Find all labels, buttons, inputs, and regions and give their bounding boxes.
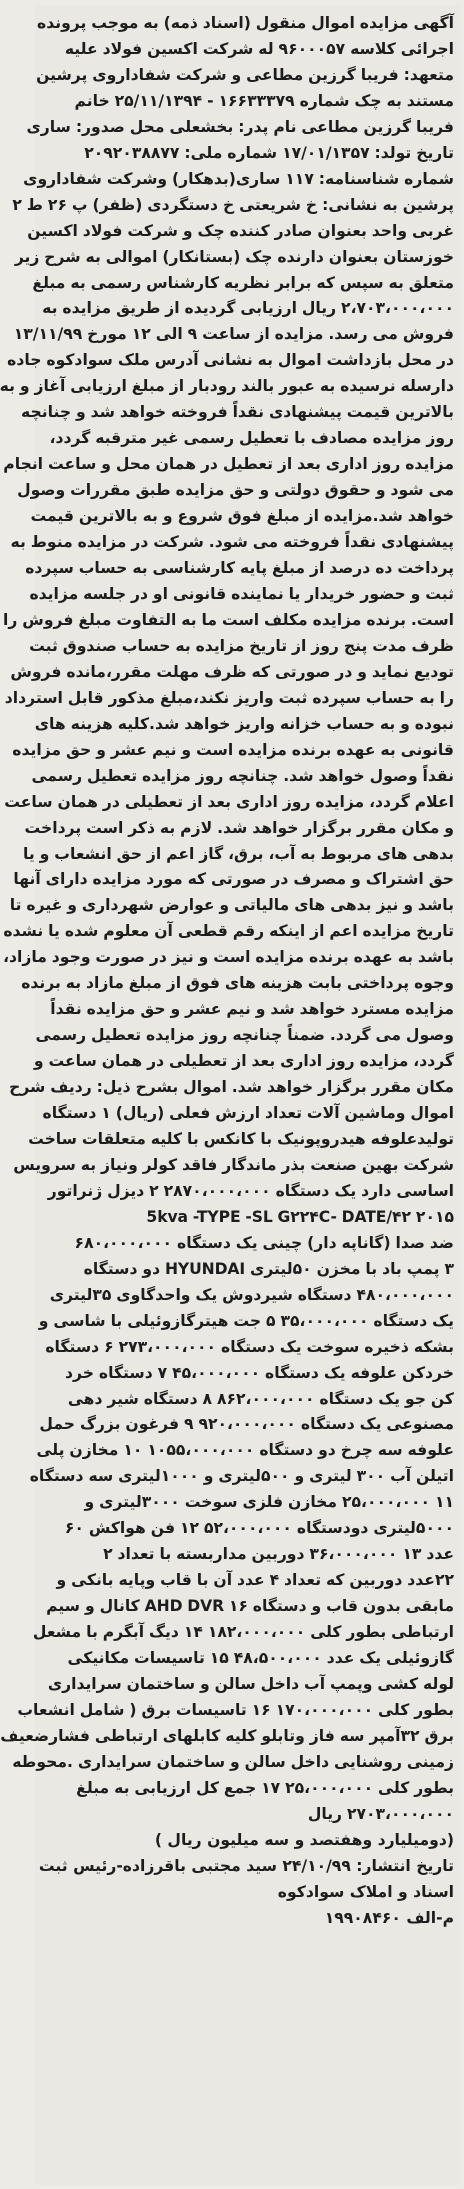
registry-office: اسناد و املاک سوادکوه	[277, 1882, 454, 1901]
notice-line: مستند به چک شماره ۱۶۶۳۳۳۷۹ - ۲۵/۱۱/۱۳۹۴ خانم	[74, 91, 454, 110]
notice-line: مابقی بدون قاب و دستگاه AHD DVR ۱۶ کانال و سیم	[46, 1597, 454, 1616]
notice-line: علوفه سه چرخ دو دستگاه ۱۰۵۵،۰۰۰،۰۰۰ ۱۰ مخازن پلی	[36, 1441, 454, 1460]
notice-line: لوله کشی وپمپ آب داخل سالن و ساختمان سرایداری	[47, 1675, 454, 1693]
notice-line: ۲،۷۰۳،۰۰۰،۰۰۰ ریال ارزیابی گردیده از طریق مزایده به	[42, 299, 454, 318]
notice-line: خردکن علوفه یک دستگاه ۴۵،۰۰۰،۰۰۰ ۷ دستگاه خرد	[65, 1363, 454, 1382]
notice-line: باشد و نیز بدهی های مالیاتی و عوارض شهرداری و غیره تا	[9, 896, 454, 915]
notice-line: وصول می گردد. ضمناً چنانچه روز مزایده تعطیل رسمی	[35, 1026, 454, 1045]
notice-line: ظرف مدت پنج روز از تاریخ مزایده به حساب صندوق ثبت	[29, 636, 454, 655]
notice-line: آگهی مزایده اموال منقول (اسناد ذمه) به موجب پرونده	[37, 14, 454, 32]
notice-line: نبوده و به حساب خزانه واریز خواهد شد.کلیه هزینه های	[34, 714, 454, 733]
notice-line: اساسی دارد یک دستگاه ۲۸۷۰،۰۰۰،۰۰۰ ۲ دیزل ژنراتور	[47, 1181, 454, 1200]
notice-line: مزایده مسترد خواهد شد و نیم عشر و حق مزایده نقداً	[50, 1000, 454, 1019]
notice-line: پرشین به نشانی: خ شریعتی خ دستگردی (ظفر) پ ۲۶ ط ۲	[12, 195, 454, 214]
notice-line: بطور کلی ۱۷۰،۰۰۰،۰۰۰ ۱۶ تاسیسات برق ( شامل انشعاب	[17, 1700, 454, 1719]
notice-line: مکان مقرر برگزار خواهد شد. اموال بشرح ذیل: ردیف شرح	[9, 1078, 454, 1097]
auction-notice-footer	[38, 1828, 454, 1932]
notice-line: شماره شناسنامه: ۱۱۷ ساری(بدهکار) وشرکت شفاداروی	[23, 169, 454, 188]
notice-line: ۱۱ ۲۵،۰۰۰،۰۰۰ مخازن فلزی سوخت ۳۰۰۰لیتری و	[84, 1493, 454, 1512]
notice-line: گازوئیلی یک عدد ۴۸،۵۰۰،۰۰۰ ۱۵ تاسیسات مکانیکی	[67, 1649, 454, 1668]
notice-line: حق اشتراک و مصرف در صورتی که مورد مزایده دارای آنها	[13, 870, 454, 889]
notice-line: بطور کلی ۲۵،۰۰۰،۰۰۰ ۱۷ جمع کل ارزیابی به مبلغ	[76, 1778, 454, 1797]
notice-line: پرداخت ده درصد از مبلغ پایه کارشناسی به حساب سپرده	[25, 559, 454, 578]
notice-line: بشکه ذخیره سوخت یک دستگاه ۲۷۳،۰۰۰،۰۰۰ ۶ دستگاه	[45, 1337, 454, 1356]
notice-line: فریبا گرزین مطاعی نام پدر: بخشعلی محل صدور: ساری	[26, 117, 454, 136]
notice-line: ۲۰۱۵ 5kva -TYPE -SL G۲۲۴C- DATE/۴۲	[146, 1207, 454, 1226]
notice-line: پیشنهادی نقداً فروخته می شود. شرکت در مزایده منوط به	[10, 533, 454, 552]
notice-line: دارسله نرسیده به عبور بالند رودبار از مبلغ ارزیابی آغاز و به	[0, 377, 454, 396]
notice-line: شرکت بهین صنعت بذر ماندگار فاقد کولر ونیاز به سرویس	[13, 1155, 454, 1174]
notice-line: کن جو یک دستگاه ۸۶۲،۰۰۰،۰۰۰ ۸ دستگاه شیر دهی	[67, 1389, 454, 1408]
notice-line: زمینی روشنایی داخل سالن و ساختمان سرایداری .محوطه	[12, 1752, 454, 1771]
notice-line: خواهد شد.مزایده از مبلغ فوق شروع و به بالاترین قیمت	[30, 507, 454, 526]
publication-date-and-signatory: تاریخ انتشار: ۲۴/۱۰/۹۹ سید مجتبی باقرزاده-رئیس ثبت	[38, 1856, 454, 1875]
notice-line: ۵۰۰۰لیتری دودستگاه ۵۲،۰۰۰،۰۰۰ ۱۲ فن هواکش ۶۰	[64, 1519, 454, 1538]
notice-line: می شود و حقوق دولتی و حق مزایده طبق مقررات وصول	[17, 481, 454, 500]
notice-line: روز مزایده مصادف با تعطیل رسمی غیر مترقبه گردد،	[49, 429, 454, 448]
notice-line: را به حساب سپرده ثبت واریز نکند،مبلغ مذکور قابل استرداد	[4, 688, 454, 707]
notice-line: در محل بازداشت اموال به نشانی آدرس ملک سوادکوه جاده	[7, 351, 454, 370]
notice-line: ۲۷۰۳،۰۰۰،۰۰۰ ریال	[307, 1804, 454, 1823]
notice-line: متعهد: فریبا گرزین مطاعی و شرکت شفاداروی پرشین	[36, 65, 454, 84]
notice-line: مزایده روز اداری بعد از تعطیل در همان محل و ساعت انجام	[3, 455, 454, 474]
notice-line: یک دستگاه ۳۵،۰۰۰،۰۰۰ ۵ جت هیترگازوئیلی با شاسی و	[38, 1311, 454, 1330]
notice-line: اعلام گردد، مزایده روز اداری بعد از تعطیلی در همان ساعت	[4, 792, 454, 811]
notice-line: اتیلن آب ۳۰۰ لیتری و ۵۰۰لیتری و ۱۰۰۰لیتری سه دستگاه	[29, 1467, 454, 1486]
notice-line: ۴۸۰،۰۰۰،۰۰۰ دستگاه شیردوش یک واحدگاوی ۳۵لیتری	[49, 1285, 454, 1304]
notice-line: بدهی های مربوط به آب، برق، گاز اعم از حق انشعاب و یا	[23, 844, 454, 863]
notice-line: متعلق به سپس که برابر نظریه کارشناس رسمی به مبلغ	[32, 273, 454, 292]
notice-line: مصنوعی یک دستگاه ۹۲۰،۰۰۰،۰۰۰ ۹ فرغون بزرگ حمل	[39, 1415, 454, 1434]
auction-notice-body	[0, 11, 454, 1828]
notice-line: فروش می رسد. مزایده از ساعت ۹ الی ۱۲ مورخ ۱۳/۱۱/۹۹	[13, 325, 454, 344]
notice-line: برق ۳۲آمپر سه فاز وتابلو کلیه کابلهای ارتباطی فشارضعیف	[0, 1726, 454, 1745]
notice-line: وجوه پرداختی بابت هزینه های فوق از مبلغ مازاد به برنده	[21, 974, 454, 993]
notice-line: تولیدعلوفه هیدروپونیک با کانکس با کلیه متعلقات ساخت	[28, 1129, 454, 1148]
notice-line: باشد به عهده برنده مزایده است و نیز در صورت وجود مازاد،	[3, 948, 454, 967]
notice-line: تاریخ تولد: ۱۷/۰۱/۱۳۵۷ شماره ملی: ۲۰۹۲۰۳۸۸۷۷	[84, 143, 454, 162]
notice-line: تاریخ مزایده اعم از اینکه رقم قطعی آن معلوم شده یا نشده	[3, 922, 454, 941]
notice-line: عدد ۱۳ ۳۶،۰۰۰،۰۰۰ دوربین مداربسته با تعداد ۲	[103, 1545, 454, 1564]
notice-line: ضد صدا (گاناپه دار) چینی یک دستگاه ۶۸۰،۰۰۰،۰۰۰	[74, 1233, 454, 1252]
notice-line: ۲۲عدد دوربین که تعداد ۴ عدد آن با قاب وپایه بانکی و	[56, 1571, 454, 1590]
notice-line: نقداً وصول خواهد شد. چنانچه روز مزایده تعطیل رسمی	[31, 766, 454, 785]
notice-line: غربی واحد بعنوان صادر کننده چک و شرکت فولاد اکسین	[27, 221, 454, 240]
notice-line: اجرائی کلاسه ۹۶۰۰۰۵۷ له شرکت اکسین فولاد علیه	[64, 39, 454, 58]
notice-line: قانونی به عهده برنده مزایده است و نیم عشر و حق مزایده	[12, 740, 454, 759]
notice-line: اموال وماشین آلات تعداد ارزش فعلی (ریال) ۱ دستگاه	[42, 1104, 454, 1123]
notice-line: و مکان مقرر برگزار خواهد شد. لازم به ذکر است پرداخت	[24, 818, 454, 837]
amount-in-words: (دومیلیارد وهفتصد و سه میلیون ریال )	[154, 1830, 454, 1849]
notice-line: تودیع نماید و در صورتی که ظرف مهلت مقرر،مانده فروش	[10, 662, 454, 681]
notice-line: ۳ پمپ باد با مخزن ۵۰لیتری HYUNDAI دو دستگاه	[83, 1259, 454, 1278]
notice-line: ثبت و حضور خریدار یا نماینده قانونی او در جلسه مزایده	[29, 584, 454, 603]
notice-line: ارتباطی بطور کلی ۱۸۲،۰۰۰،۰۰۰ ۱۴ دیگ آبگرم با مشعل	[32, 1623, 454, 1642]
notice-line: خوزستان بعنوان دارنده چک (بستانکار) اموالی به شرح زیر	[14, 247, 454, 266]
notice-line: بالاترین قیمت پیشنهادی نقداً فروخته خواهد شد و چنانچه	[21, 403, 454, 422]
notice-code: م-الف ۱۹۹۰۸۴۶۰	[324, 1908, 454, 1927]
notice-line: گردد، مزایده روز اداری بعد از تعطیلی در همان ساعت و	[33, 1052, 454, 1071]
newspaper-clipping	[0, 5, 460, 2185]
notice-line: است. برنده مزایده مکلف است ما به التفاوت مبلغ فروش را	[3, 610, 454, 629]
